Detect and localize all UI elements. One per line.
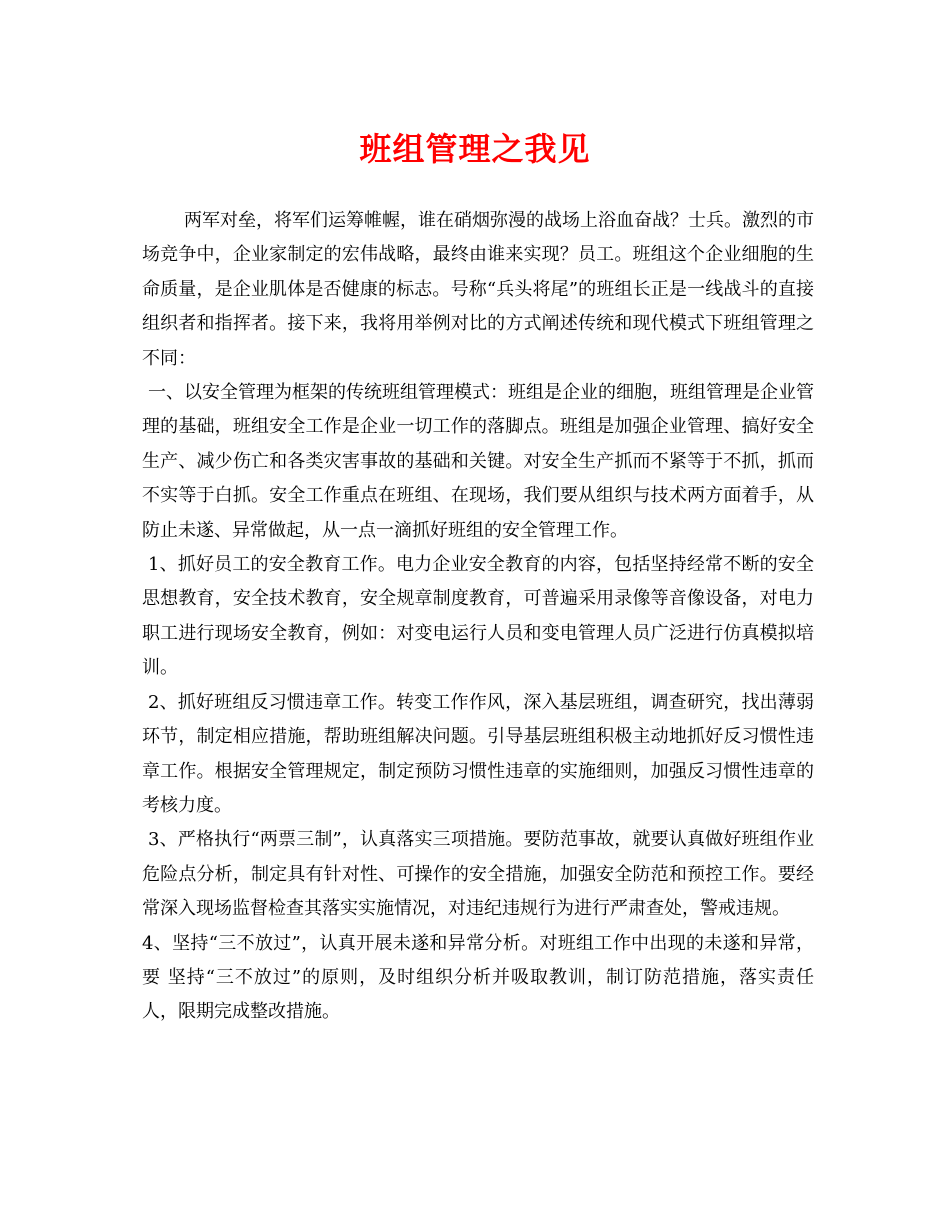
paragraph-item-1: 1、抓好员工的安全教育工作。电力企业安全教育的内容，包括坚持经常不断的安全思想教育，安全技术教育，安全规章制度教育，可普遍采用录像等音像设备，对电力职工进行现场安全教育，例如：对变电运行人员和变电管理人员广泛进行仿真模拟培训。 — [142, 554, 814, 679]
document-body — [142, 204, 814, 1030]
paragraph-item-2: 2、抓好班组反习惯违章工作。转变工作作风，深入基层班组，调查研究，找出薄弱环节，制定相应措施，帮助班组解决问题。引导基层班组积极主动地抓好反习惯性违章工作。根据安全管理规定，制定预防习惯性违章的实施细则，加强反习惯性违章的考核力度。 — [142, 691, 814, 816]
document-title: 班组管理之我见 — [359, 130, 591, 168]
paragraph-section-one: 一、以安全管理为框架的传统班组管理模式：班组是企业的细胞，班组管理是企业管理的基础，班组安全工作是企业一切工作的落脚点。班组是加强企业管理、搞好安全生产、减少伤亡和各类灾害事故的基础和关键。对安全生产抓而不紧等于不抓，抓而不实等于白抓。安全工作重点在班组、在现场，我们要从组织与技术两方面着手，从防止未遂、异常做起，从一点一滴抓好班组的安全管理工作。 — [142, 382, 814, 541]
paragraph-item-3: 3、严格执行“两票三制”，认真落实三项措施。要防范事故，就要认真做好班组作业危险点分析，制定具有针对性、可操作的安全措施，加强安全防范和预控工作。要经常深入现场监督检查其落实实施情况，对违纪违规行为进行严肃查处，警戒违规。 — [142, 829, 814, 920]
paragraph-intro: 两军对垒，将军们运筹帷幄，谁在硝烟弥漫的战场上浴血奋战？士兵。激烈的市场竞争中，企业家制定的宏伟战略，最终由谁来实现？员工。班组这个企业细胞的生命质量，是企业肌体是否健康的标志。号称“兵头将尾”的班组长正是一线战斗的直接组织者和指挥者。接下来，我将用举例对比的方式阐述传统和现代模式下班组管理之不同： — [142, 210, 814, 369]
paragraph-item-4: 4、坚持“三不放过”，认真开展未遂和异常分析。对班组工作中出现的未遂和异常，要 坚持“三不放过”的原则，及时组织分析并吸取教训，制订防范措施，落实责任人，限期完成整改措施。 — [142, 932, 814, 1023]
